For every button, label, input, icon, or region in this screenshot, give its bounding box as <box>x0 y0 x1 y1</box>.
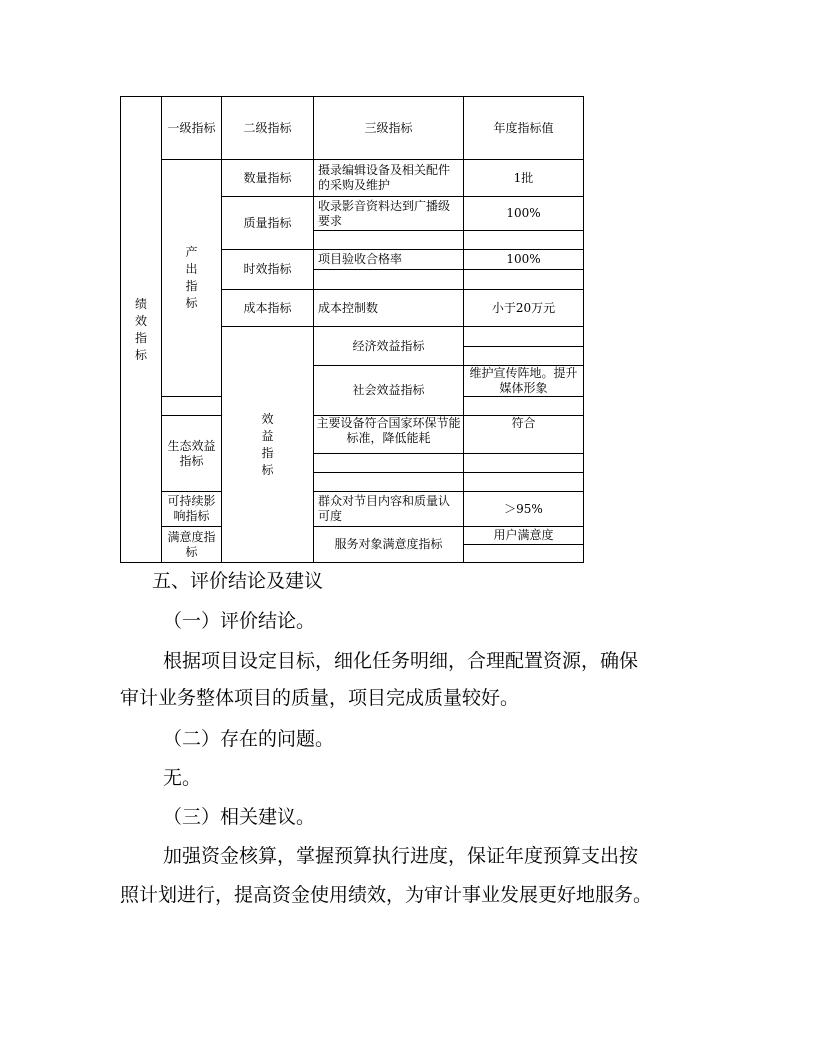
timeliness-item: 项目验收合格率 <box>314 250 464 270</box>
empty-cell <box>464 397 584 416</box>
quality-value: 100% <box>464 197 584 231</box>
social-label: 社会效益指标 <box>314 366 464 416</box>
problems-heading: （二）存在的问题。 <box>163 728 335 750</box>
section-heading: 五、评价结论及建议 <box>152 570 324 592</box>
cost-item: 成本控制数 <box>314 290 464 327</box>
empty-cell <box>162 397 222 416</box>
performance-indicator-table <box>120 96 584 563</box>
output-label: 产出指标 <box>185 245 198 310</box>
empty-cell <box>314 231 464 250</box>
header-level1: 一级指标 <box>162 97 222 160</box>
quantity-item: 摄录编辑设备及相关配件的采购及维护 <box>314 160 464 197</box>
economic-label: 经济效益指标 <box>314 327 464 366</box>
conclusion-line-1: 根据项目设定目标，细化任务明细，合理配置资源，确保 <box>163 650 639 672</box>
category-label: 绩效指标 <box>134 296 147 362</box>
ecological-value: 符合 <box>464 416 584 454</box>
output-group-cell <box>162 160 222 397</box>
empty-cell <box>464 231 584 250</box>
ecological-item: 主要设备符合国家环保节能标准，降低能耗 <box>314 416 464 454</box>
empty-cell <box>314 454 464 473</box>
timeliness-value: 100% <box>464 250 584 270</box>
conclusion-heading: （一）评价结论。 <box>163 610 316 632</box>
empty-cell <box>464 347 584 366</box>
empty-cell <box>464 473 584 492</box>
ecological-label: 生态效益指标 <box>162 416 222 492</box>
social-item: 维护宣传阵地。提升媒体形象 <box>464 366 584 397</box>
empty-cell <box>464 270 584 290</box>
quantity-label: 数量指标 <box>222 160 314 197</box>
sustainable-item: 群众对节目内容和质量认可度 <box>314 492 464 527</box>
benefit-group-cell <box>222 327 314 563</box>
empty-cell <box>464 545 584 563</box>
empty-cell <box>464 454 584 473</box>
header-level2: 二级指标 <box>222 97 314 160</box>
satisfaction-label: 满意度指标 <box>162 527 222 563</box>
quantity-value: 1批 <box>464 160 584 197</box>
sustainable-value: ＞95% <box>464 492 584 527</box>
sustainable-label: 可持续影响指标 <box>162 492 222 527</box>
satisfaction-item: 用户满意度 <box>464 527 584 545</box>
suggestions-heading: （三）相关建议。 <box>163 806 316 828</box>
empty-cell <box>314 270 464 290</box>
empty-cell <box>314 473 464 492</box>
suggestions-line-2: 照计划进行，提高资金使用绩效，为审计事业发展更好地服务。 <box>120 884 653 906</box>
benefit-label: 效益指标 <box>261 411 274 477</box>
problems-text: 无。 <box>163 767 202 789</box>
header-annual-value: 年度指标值 <box>464 97 584 160</box>
quality-item: 收录影音资料达到广播级要求 <box>314 197 464 231</box>
suggestions-line-1: 加强资金核算，掌握预算执行进度，保证年度预算支出按 <box>163 845 639 867</box>
quality-label: 质量指标 <box>222 197 314 250</box>
conclusion-line-2: 审计业务整体项目的质量，项目完成质量较好。 <box>120 687 520 709</box>
satisfaction-sub-label: 服务对象满意度指标 <box>314 527 464 563</box>
cost-label: 成本指标 <box>222 290 314 327</box>
category-cell <box>121 97 162 563</box>
header-level3: 三级指标 <box>314 97 464 160</box>
cost-value: 小于20万元 <box>464 290 584 327</box>
empty-cell <box>464 327 584 347</box>
timeliness-label: 时效指标 <box>222 250 314 290</box>
